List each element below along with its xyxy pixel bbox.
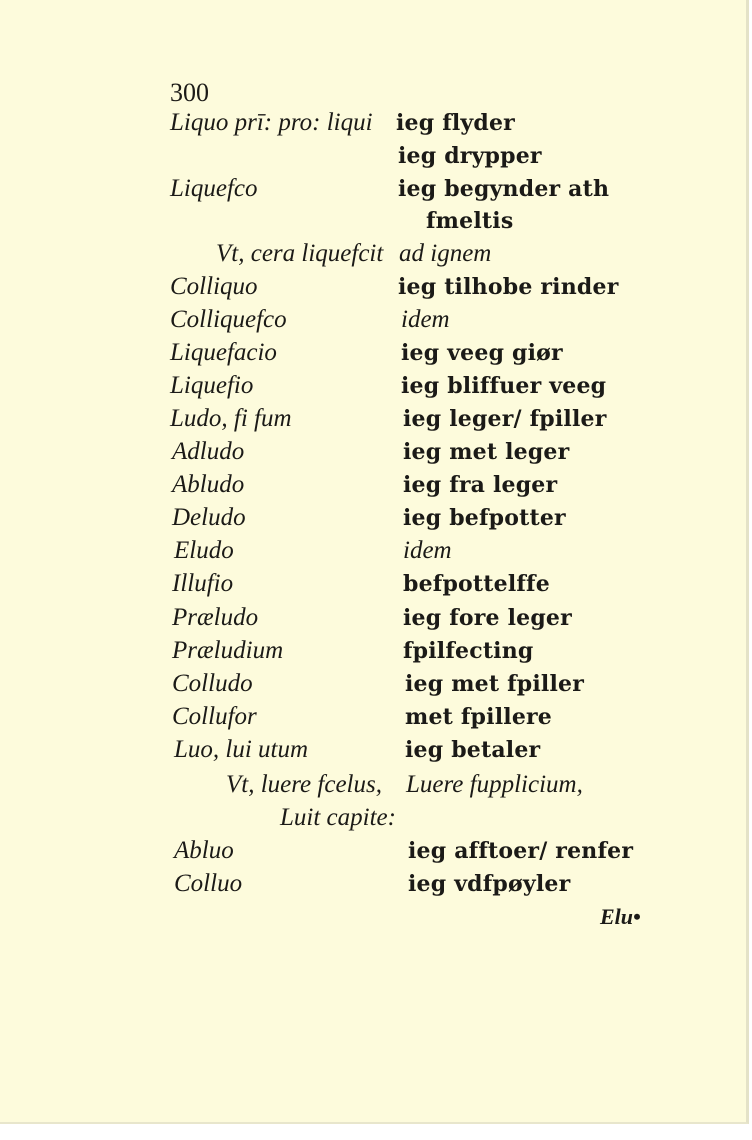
entry-danish: ieg befpotter [403,505,566,531]
entry-latin: Illufio [172,570,234,597]
entry-latin: Præludo [172,604,259,631]
entry-danish: fpilfecting [403,638,534,664]
entry-latin: Liquefacio [170,339,277,366]
entry-latin: Colliquefco [170,306,287,333]
example-continuation: ad ignem [399,240,492,267]
catchword: Elu• [600,904,641,929]
entry-danish: ieg bliffuer veeg [401,373,607,399]
entry-danish: ieg afftoer/ renfer [408,838,634,864]
example-latin: Luit capite: [280,804,396,831]
entry-danish: ieg fore leger [403,605,572,631]
entry-latin: Abluo [174,837,234,864]
entry-danish: ieg betaler [405,737,541,763]
entry-latin: Ludo, fi fum [170,405,292,432]
entry-latin: Liquo prī: pro: liqui [170,109,373,136]
entry-danish: ieg veeg giør [401,340,563,366]
entry-latin: Præludium [172,637,284,664]
entry-latin: Deludo [172,504,246,531]
entry-latin: Liquefco [170,175,258,202]
entry-latin: Adludo [172,438,245,465]
entry-danish: ieg begynder ath [398,176,610,202]
example-latin: Vt, luere fcelus, [226,771,382,798]
entry-danish: ieg fra leger [403,472,558,498]
example-latin: Vt, cera liquefcit [216,240,384,267]
entry-latin: Luo, lui utum [174,736,309,763]
page-number: 300 [170,78,209,107]
entry-danish: idem [403,537,452,564]
entry-danish: ieg tilhobe rinder [398,274,619,300]
entry-latin: Liquefio [170,372,254,399]
entry-danish: ieg leger/ fpiller [403,406,607,432]
example-continuation: Luere fupplicium, [406,771,583,798]
entry-latin: Abludo [172,471,245,498]
entry-danish: ieg met leger [403,439,570,465]
entry-danish: befpottelffe [403,571,550,597]
entry-latin: Colludo [172,670,253,697]
entry-danish: ieg met fpiller [405,671,584,697]
entry-danish: idem [401,306,450,333]
entry-danish: ieg flyder [396,110,515,136]
entry-danish: fmeltis [426,208,514,234]
entry-danish: ieg vdfpøyler [408,871,571,897]
entry-latin: Collufor [172,703,257,730]
entry-danish: met fpillere [405,704,553,730]
entry-latin: Eludo [174,537,234,564]
entry-latin: Colluo [174,870,243,897]
entry-danish: ieg drypper [398,143,542,169]
entry-latin: Colliquo [170,273,258,300]
